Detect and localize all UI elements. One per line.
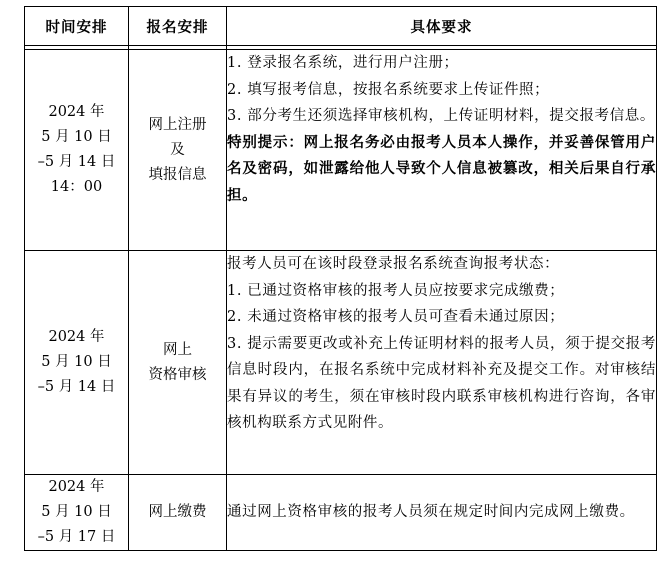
time-line: 2024 年: [48, 479, 105, 495]
arrangement-line: 资格审核: [148, 366, 207, 383]
requirement-item: 1. 登录报名系统，进行用户注册；: [227, 55, 459, 71]
special-note: 特别提示：网上报名务必由报考人员本人操作，并妥善保管用户名及密码，如泄露给他人导致个人信息被篡改，相关后果自行承担。: [227, 133, 656, 204]
requirements-cell: [227, 50, 657, 251]
time-line: –5 月 14 日: [37, 154, 116, 170]
time-cell: [25, 251, 129, 475]
arrangement-line: 网上缴费: [148, 504, 207, 520]
arrangement-cell: [129, 50, 227, 251]
requirement-item: 2. 填写报考信息，按报名系统要求上传证件照；: [227, 81, 550, 98]
arrangement-line: 网上注册: [148, 116, 207, 133]
time-line: 14：00: [50, 179, 103, 195]
requirement-item: 2. 未通过资格审核的报考人员可查看未通过原因；: [227, 309, 565, 325]
requirement-item: 1. 已通过资格审核的报考人员应按要求完成缴费；: [227, 282, 565, 299]
time-line: –5 月 17 日: [37, 529, 116, 545]
time-line: 2024 年: [48, 104, 105, 120]
schedule-table: [24, 6, 657, 551]
time-line: –5 月 14 日: [37, 379, 116, 395]
header-time: 时间安排: [25, 7, 129, 46]
arrangement-cell: [129, 475, 227, 551]
header-arrangement: 报名安排: [129, 7, 227, 46]
header-row: [25, 7, 657, 46]
table-row: [25, 50, 657, 251]
time-cell: [25, 475, 129, 551]
arrangement-line: 网上: [163, 341, 192, 358]
requirement-item: 报考人员可在该时段登录报名系统查询报考状态：: [227, 256, 560, 272]
time-line: 2024 年: [48, 329, 105, 345]
requirement-item: 通过网上资格审核的报考人员须在规定时间内完成网上缴费。: [227, 504, 635, 521]
requirement-item: 3. 提示需要更改或补充上传证明材料的报考人员，须于提交报考信息时段内，在报名系统中完成材料补充及提交工作。对审核结果有异议的考生，须在审核时段内联系审核机构进行咨询，各审核机构联系方式见附件。: [227, 335, 656, 431]
requirements-cell: [227, 251, 657, 475]
requirement-item: 3. 部分考生还须选择审核机构，上传证明材料，提交报考信息。: [227, 108, 655, 124]
arrangement-line: 填报信息: [148, 166, 207, 183]
arrangement-cell: [129, 251, 227, 475]
arrangement-line: 及: [170, 141, 185, 158]
time-line: 5 月 10 日: [41, 129, 112, 145]
table-row: [25, 475, 657, 551]
time-cell: [25, 50, 129, 251]
time-line: 5 月 10 日: [41, 354, 112, 370]
header-requirements: 具体要求: [227, 7, 657, 46]
requirements-cell: [227, 475, 657, 551]
time-line: 5 月 10 日: [41, 504, 112, 520]
table-row: [25, 251, 657, 475]
